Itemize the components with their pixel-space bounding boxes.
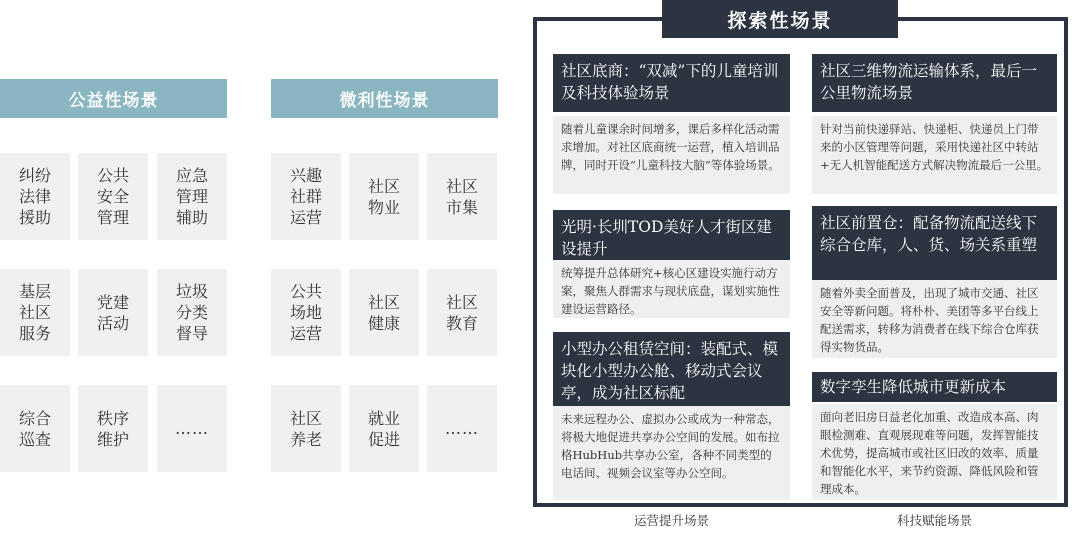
public-tile-label: 秩序维护 [96,408,129,449]
card-body-2: 统筹提升总体研究+核心区建设实施行动方案，聚焦人群需求与现状底盘，谋划实施性建设运营路径。 [553,260,790,318]
public-scenario-header [0,79,227,118]
public-tile-label: 综合巡查 [18,408,51,449]
micro-tile-7 [271,385,341,472]
caption-technology: 科技赋能场景 [896,513,972,528]
micro-tile-label: 社区市集 [445,176,478,217]
micro-tile-label: 公共场地运营 [289,282,322,343]
card-heading-5: 社区前置仓：配备物流配送线下综合仓库，人、货、场关系重塑 [812,206,1057,280]
micro-scenario-header [271,79,498,118]
explore-scenario-title: 探索性场景 [727,9,833,32]
public-scenario-title: 公益性场景 [68,91,159,111]
public-tile-1 [0,153,70,240]
micro-tile-6 [427,269,497,356]
micro-tile-4 [271,269,341,356]
public-tile-4 [0,269,70,356]
micro-tile-label: 社区教育 [445,292,478,333]
card-heading-2: 光明·长圳TOD美好人才街区建设提升 [553,210,790,260]
public-tile-label: 纠纷法律援助 [18,166,51,227]
public-tile-5 [78,269,148,356]
public-tile-label: 应急管理辅助 [175,166,208,227]
public-tile-label: …… [175,419,209,438]
micro-tile-9 [427,385,497,472]
public-tile-9 [157,385,227,472]
explore-scenario-header [662,0,898,38]
card-body-3: 未来远程办公、虚拟办公或成为一种常态，将极大地促进共享办公空间的发展。如布拉格HubHub共享办公室，各种不同类型的电话间、视频会议室等办公空间。 [553,406,790,500]
micro-tile-label: 就业促进 [367,408,400,449]
card-heading-4: 社区三维物流运输体系，最后一公里物流场景 [812,54,1057,112]
public-tile-8 [78,385,148,472]
card-heading-6: 数字孪生降低城市更新成本 [812,372,1057,402]
caption-operation: 运营提升场景 [633,513,709,528]
micro-tile-3 [427,153,497,240]
micro-tile-5 [349,269,419,356]
micro-tile-label: 社区健康 [367,292,400,333]
public-tile-label: 基层社区服务 [18,282,51,343]
public-tile-label: 垃圾分类督导 [175,282,208,343]
micro-tile-label: …… [445,419,479,438]
micro-tile-label: 社区养老 [289,408,322,449]
public-tile-3 [157,153,227,240]
micro-tile-1 [271,153,341,240]
public-tile-6 [157,269,227,356]
card-heading-3: 小型办公租赁空间：装配式、模块化小型办公舱、移动式会议亭，成为社区标配 [553,332,790,406]
micro-tile-label: 社区物业 [367,176,400,217]
public-tile-label: 公共安全管理 [96,166,129,227]
public-tile-label: 党建活动 [96,292,129,333]
card-body-4: 针对当前快递驿站、快递柜、快递员上门带来的小区管理等问题，采用快递社区中转站+无人机智能配送方式解决物流最后一公里。 [812,116,1057,194]
card-body-1: 随着儿童课余时间增多，课后多样化活动需求增加。对社区底商统一运营，植入培训品牌，同时开设“儿童科技大脑”等体验场景。 [553,116,790,194]
public-tile-7 [0,385,70,472]
card-heading-1: 社区底商：“双减”下的儿童培训及科技体验场景 [553,54,790,112]
micro-scenario-title: 微利性场景 [339,91,430,111]
micro-tile-label: 兴趣社群运营 [289,166,322,227]
card-body-5: 随着外卖全面普及，出现了城市交通、社区安全等新问题。将朴朴、美团等多平台线上配送需求，转移为消费者在线下综合仓库获得实物货品。 [812,280,1057,358]
micro-tile-2 [349,153,419,240]
micro-tile-8 [349,385,419,472]
card-body-6: 面向老旧房日益老化加重、改造成本高、肉眼检测难、直观展现难等问题，发挥智能技术优势，提高城市或社区旧改的效率、质量和智能化水平，来节约资源、降低风险和管理成本。 [812,404,1057,500]
public-tile-2 [78,153,148,240]
